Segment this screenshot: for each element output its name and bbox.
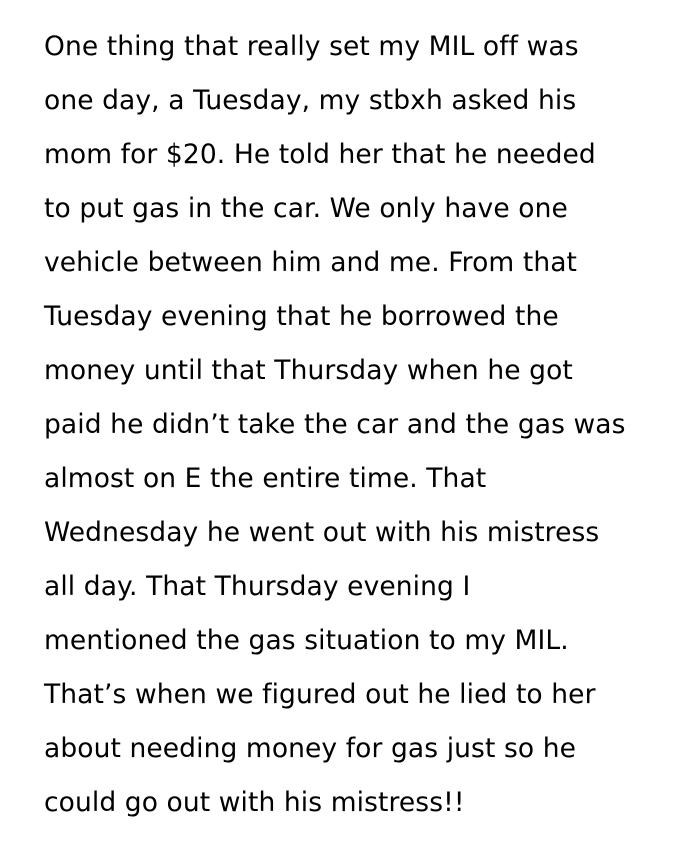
post-line: That’s when we figured out he lied to her — [44, 679, 596, 710]
post-line: vehicle between him and me. From that — [44, 247, 578, 278]
post-line: one day, a Tuesday, my stbxh asked his — [44, 85, 577, 116]
post-line: mom for $20. He told her that he needed — [44, 139, 596, 170]
post-line: all day. That Thursday evening I — [44, 571, 471, 602]
post-body-text — [44, 20, 684, 830]
post-line: to put gas in the car. We only have one — [44, 193, 568, 224]
post-line: Tuesday evening that he borrowed the — [44, 301, 559, 332]
post-line: mentioned the gas situation to my MIL. — [44, 625, 569, 656]
post-line: money until that Thursday when he got — [44, 355, 573, 386]
post-line: One thing that really set my MIL off was — [44, 31, 579, 62]
post-line: about needing money for gas just so he — [44, 733, 577, 764]
post-line: could go out with his mistress!! — [44, 787, 465, 818]
post-line: almost on E the entire time. That — [44, 463, 487, 494]
post-line: paid he didn’t take the car and the gas was — [44, 409, 626, 440]
post-line: Wednesday he went out with his mistress — [44, 517, 600, 548]
